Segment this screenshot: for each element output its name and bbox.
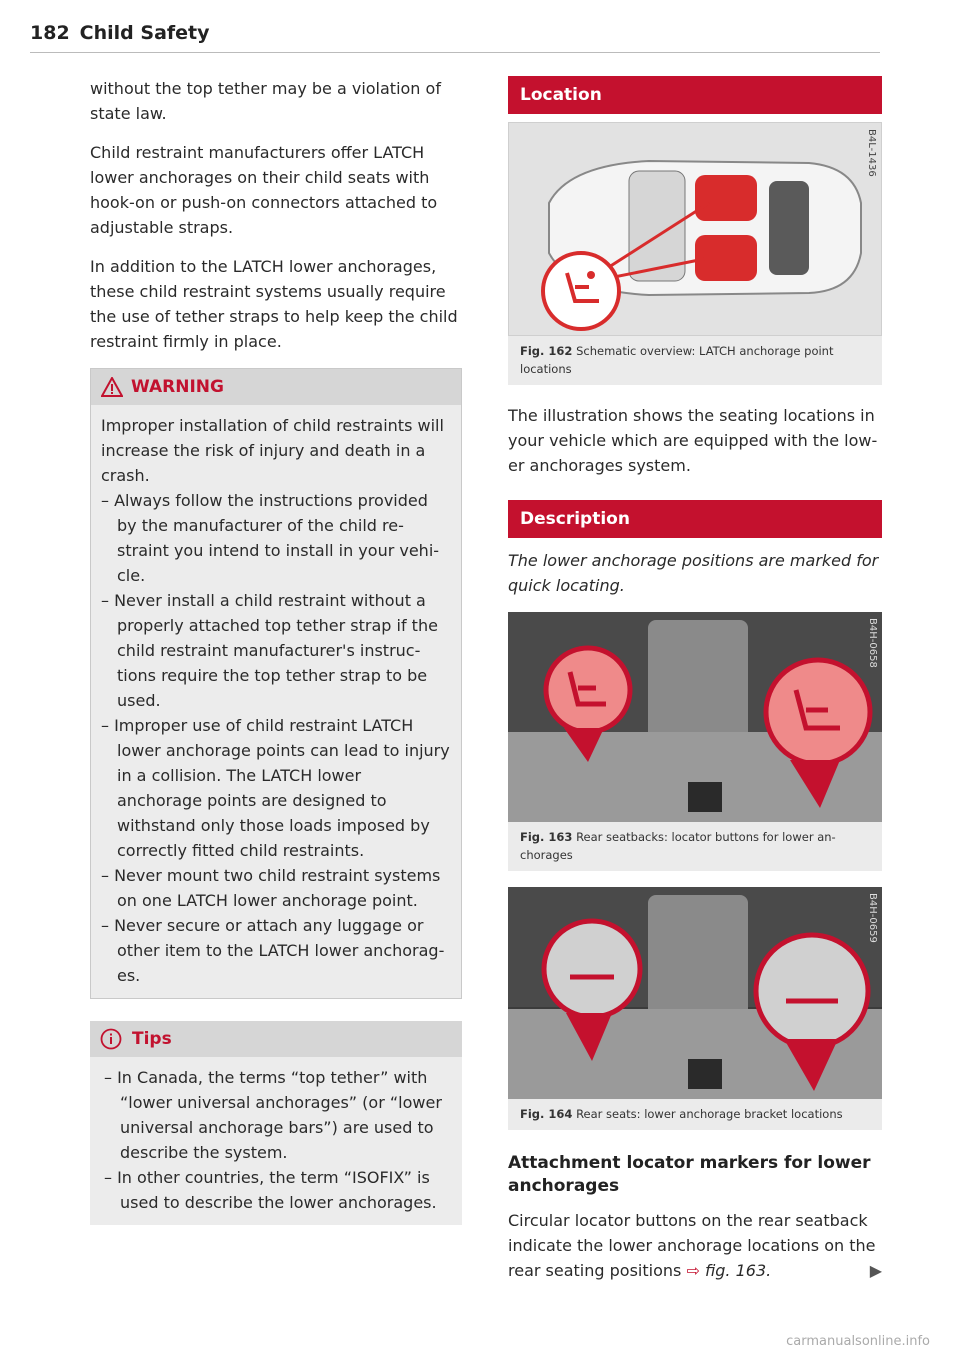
figure-caption — [508, 822, 882, 871]
figure-162 — [508, 122, 882, 385]
figure-caption-text: Schematic overview: LATCH anchorage point locations — [520, 344, 834, 376]
warning-list — [101, 488, 451, 988]
warning-triangle-icon — [101, 377, 123, 397]
paragraph: without the top tether may be a violation of state law. — [90, 79, 441, 123]
list-item: – Never mount two child restraint systems on one LATCH lower anchorage point. — [101, 866, 441, 910]
figure-reference-link[interactable]: fig. 163. — [704, 1261, 772, 1280]
footer-watermark: carmanualsonline.info — [786, 1334, 930, 1349]
car-top-view-illustration — [509, 123, 881, 335]
list-item: – Never install a child restraint without a properly attached top tether strap if the child restraint manufacturer's instruc-tions require the top tether strap to be used. — [101, 591, 438, 710]
tips-body — [90, 1057, 462, 1225]
figure-caption-text: Rear seatbacks: locator buttons for lower an-chorages — [520, 830, 836, 862]
page-header — [30, 22, 210, 44]
list-item: – In Canada, the terms “top tether” with “lower universal anchorages” (or “lower universal anchorage bars”) are used to describe the system. — [104, 1068, 442, 1162]
figure-label: Fig. 162 — [520, 344, 573, 358]
list-item: – In other countries, the term “ISOFIX” is used to describe the lower anchorages. — [104, 1168, 437, 1212]
section-title: Child Safety — [79, 22, 210, 44]
attachment-text: Circular locator buttons on the rear seatback indicate the lower anchorage locations on the rear seating positions — [508, 1211, 876, 1280]
figure-code: B4H-0658 — [867, 618, 878, 668]
warning-body — [91, 405, 461, 998]
info-icon — [100, 1028, 122, 1050]
warning-intro: Improper installation of child restraints will increase the risk of injury and death in a crash. — [101, 416, 444, 485]
warning-title: WARNING — [131, 377, 224, 397]
description-lead: The lower anchorage positions are marked for quick locating. — [508, 551, 879, 595]
description-heading: Description — [508, 500, 882, 538]
figure-label: Fig. 163 — [520, 830, 573, 844]
figure-164 — [508, 887, 882, 1130]
continue-arrow-icon: ▶ — [869, 1261, 882, 1280]
figure-caption — [508, 1099, 882, 1130]
paragraph: Child restraint manufacturers offer LATCH lower anchorages on their child seats with hook-on or push-on connectors attached to adjustable straps. — [90, 143, 438, 237]
figure-code: B4H-0659 — [867, 893, 878, 943]
right-column — [508, 76, 882, 1297]
list-item: – Improper use of child restraint LATCH lower anchorage points can lead to injury in a collision. The LATCH lower anchorage points are designed to withstand only those loads imposed by correctly fitted child restraints. — [101, 716, 450, 860]
figure-caption — [508, 336, 882, 385]
paragraph: In addition to the LATCH lower anchorages, these child restraint systems usually require the use of tether straps to help keep the child restraint firmly in place. — [90, 257, 458, 351]
left-column — [90, 76, 462, 1225]
reference-arrow-icon: ⇨ — [686, 1261, 700, 1280]
rear-seatback-photo — [508, 612, 882, 822]
figure-code: B4L-1436 — [866, 129, 877, 177]
tips-list — [104, 1065, 452, 1215]
header-rule — [30, 52, 880, 53]
figure-label: Fig. 164 — [520, 1107, 573, 1121]
tips-header — [90, 1021, 462, 1057]
warning-box — [90, 368, 462, 999]
location-heading: Location — [508, 76, 882, 114]
tips-title: Tips — [132, 1029, 172, 1049]
page-number: 182 — [30, 22, 70, 44]
tips-box — [90, 1021, 462, 1225]
figure-caption-text: Rear seats: lower anchorage bracket locations — [576, 1107, 843, 1121]
paragraph: The illustration shows the seating locations in your vehicle which are equipped with the low-er anchorages system. — [508, 406, 878, 475]
attachment-heading: Attachment locator markers for lower anchorages — [508, 1153, 871, 1196]
rear-seats-photo — [508, 887, 882, 1099]
paragraph — [508, 1208, 882, 1283]
list-item: – Always follow the instructions provided by the manufacturer of the child re-straint you intend to install in your vehi-cle. — [101, 491, 440, 585]
list-item: – Never secure or attach any luggage or other item to the LATCH lower anchorag-es. — [101, 916, 445, 985]
warning-header — [91, 369, 461, 405]
figure-163 — [508, 612, 882, 871]
